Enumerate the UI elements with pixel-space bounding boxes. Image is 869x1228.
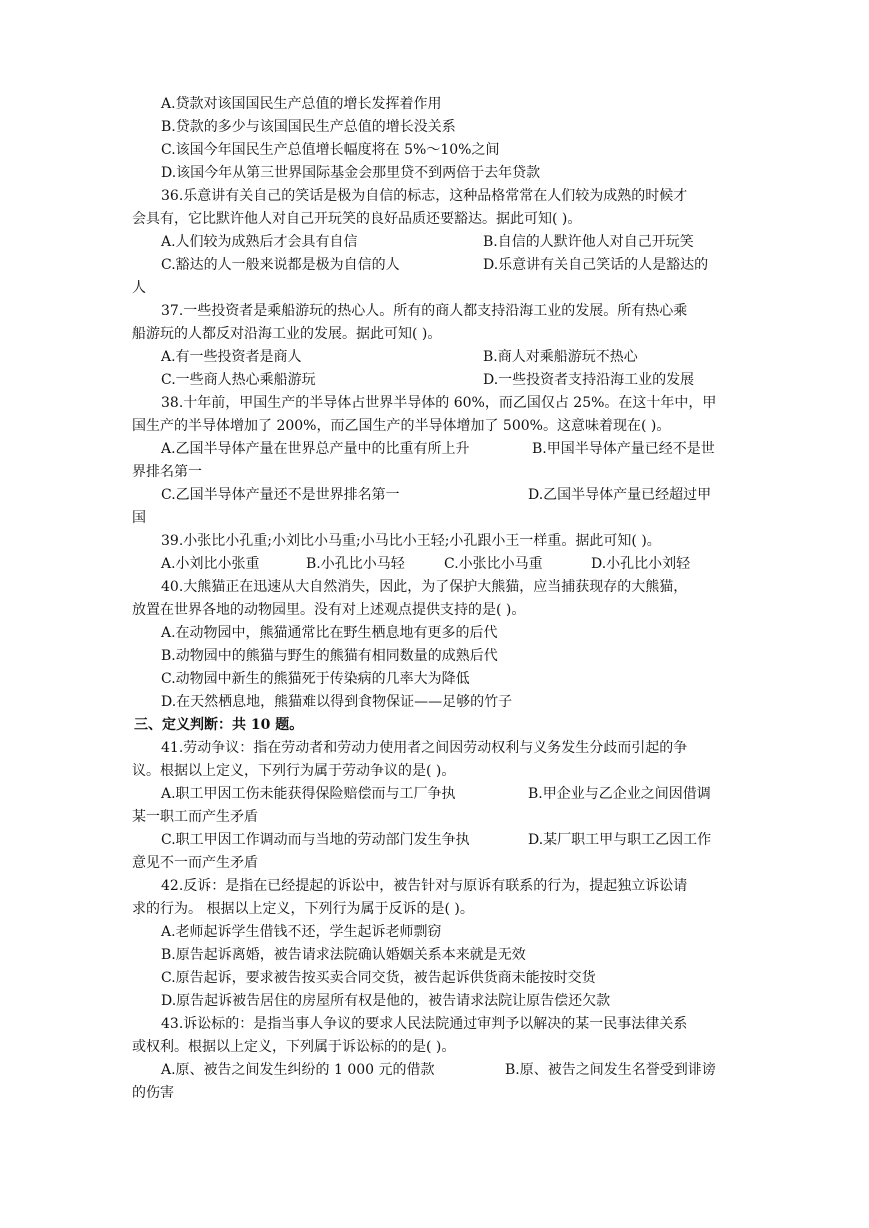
text-line: 船游玩的人都反对沿海工业的发展。据此可知( )。 [132,326,442,342]
text-line: 36.乐意讲有关自己的笑话是极为自信的标志，这种品格常常在人们较为成熟的时候才 [161,188,688,204]
text-line: 40.大熊猫正在迅速从大自然消失，因此，为了保护大熊猫，应当捕获现存的大熊猫， [161,579,688,595]
text-line: D.小孔比小刘轻 [591,556,691,572]
text-line: A.原、被告之间发生纠纷的 1 000 元的借款 [161,1062,435,1078]
text-line: A.人们较为成熟后才会具有自信 [161,234,358,250]
text-line: 39.小张比小孔重;小刘比小马重;小马比小王轻;小孔跟小王一样重。据此可知( )。 [161,533,661,549]
text-line: D.乙国半导体产量已经超过甲 [528,487,712,503]
text-line: A.贷款对该国国民生产总值的增长发挥着作用 [161,96,442,112]
text-line: B.自信的人默许他人对自己开玩笑 [483,234,694,250]
text-line: B.小孔比小马轻 [306,556,405,572]
text-line: 人 [132,280,146,296]
text-line: 某一职工而产生矛盾 [132,809,258,825]
text-line: D.原告起诉被告居住的房屋所有权是他的，被告请求法院让原告偿还欠款 [161,993,611,1009]
text-line: 意见不一而产生矛盾 [132,855,258,871]
text-line: B.甲企业与乙企业之间因借调 [528,786,711,802]
text-line: 42.反诉：是指在已经提起的诉讼中，被告针对与原诉有联系的行为，提起独立诉讼请 [161,878,688,894]
text-line: 求的行为。 根据以上定义，下列行为属于反诉的是( )。 [132,901,474,917]
text-line: B.动物园中的熊猫与野生的熊猫有相同数量的成熟后代 [161,648,498,664]
text-line: A.老师起诉学生借钱不还，学生起诉老师剽窃 [161,924,442,940]
text-line: C.乙国半导体产量还不是世界排名第一 [161,487,400,503]
text-line: C.职工甲因工作调动而与当地的劳动部门发生争执 [161,832,470,848]
text-line: 国生产的半导体增加了 200%，而乙国生产的半导体增加了 500%。这意味着现在( )。 [132,418,671,434]
text-line: 41.劳动争议：指在劳动者和劳动力使用者之间因劳动权利与义务发生分歧而引起的争 [161,740,688,756]
text-line: A.在动物园中，熊猫通常比在野生栖息地有更多的后代 [161,625,498,641]
text-line: B.甲国半导体产量已经不是世 [532,441,715,457]
text-line: B.商人对乘船游玩不热心 [483,349,638,365]
text-line: 放置在世界各地的动物园里。没有对上述观点提供支持的是( )。 [132,602,526,618]
text-line: C.豁达的人一般来说都是极为自信的人 [161,257,400,273]
text-line: 38.十年前，甲国生产的半导体占世界半导体的 60%，而乙国仅占 25%。在这十年中，甲 [161,395,717,411]
text-line: A.有一些投资者是商人 [161,349,302,365]
text-line: C.小张比小马重 [444,556,543,572]
text-line: D.某厂职工甲与职工乙因工作 [528,832,712,848]
text-line: A.乙国半导体产量在世界总产量中的比重有所上升 [161,441,470,457]
text-line: 的伤害 [132,1085,174,1101]
text-line: C.原告起诉，要求被告按买卖合同交货，被告起诉供货商未能按时交货 [161,970,596,986]
section-heading: 三、定义判断：共 10 题。 [134,717,304,733]
text-line: D.一些投资者支持沿海工业的发展 [483,372,695,388]
text-line: 43.诉讼标的：是指当事人争议的要求人民法院通过审判予以解决的某一民事法律关系 [161,1016,688,1032]
text-line: 议。根据以上定义，下列行为属于劳动争议的是( )。 [132,763,456,779]
text-line: B.贷款的多少与该国国民生产总值的增长没关系 [161,119,456,135]
text-line: 国 [132,510,146,526]
text-line: A.小刘比小张重 [161,556,260,572]
text-line: C.一些商人热心乘船游玩 [161,372,316,388]
text-line: A.职工甲因工伤未能获得保险赔偿而与工厂争执 [161,786,456,802]
text-line: B.原告起诉离婚，被告请求法院确认婚姻关系本来就是无效 [161,947,526,963]
text-line: D.乐意讲有关自己笑话的人是豁达的 [483,257,709,273]
text-line: 37.一些投资者是乘船游玩的热心人。所有的商人都支持沿海工业的发展。所有热心乘 [161,303,688,319]
text-line: C.动物园中新生的熊猫死于传染病的几率大为降低 [161,671,470,687]
text-line: 界排名第一 [132,464,202,480]
text-line: 或权利。根据以上定义，下列属于诉讼标的的是( )。 [132,1039,456,1055]
text-line: B.原、被告之间发生名誉受到诽谤 [505,1062,716,1078]
text-line: D.在天然栖息地，熊猫难以得到食物保证——足够的竹子 [161,694,513,710]
text-line: C.该国今年国民生产总值增长幅度将在 5%～10%之间 [161,142,500,158]
text-line: 会具有，它比默许他人对自己开玩笑的良好品质还要豁达。据此可知( )。 [132,211,582,227]
text-line: D.该国今年从第三世界国际基金会那里贷不到两倍于去年贷款 [161,165,541,181]
